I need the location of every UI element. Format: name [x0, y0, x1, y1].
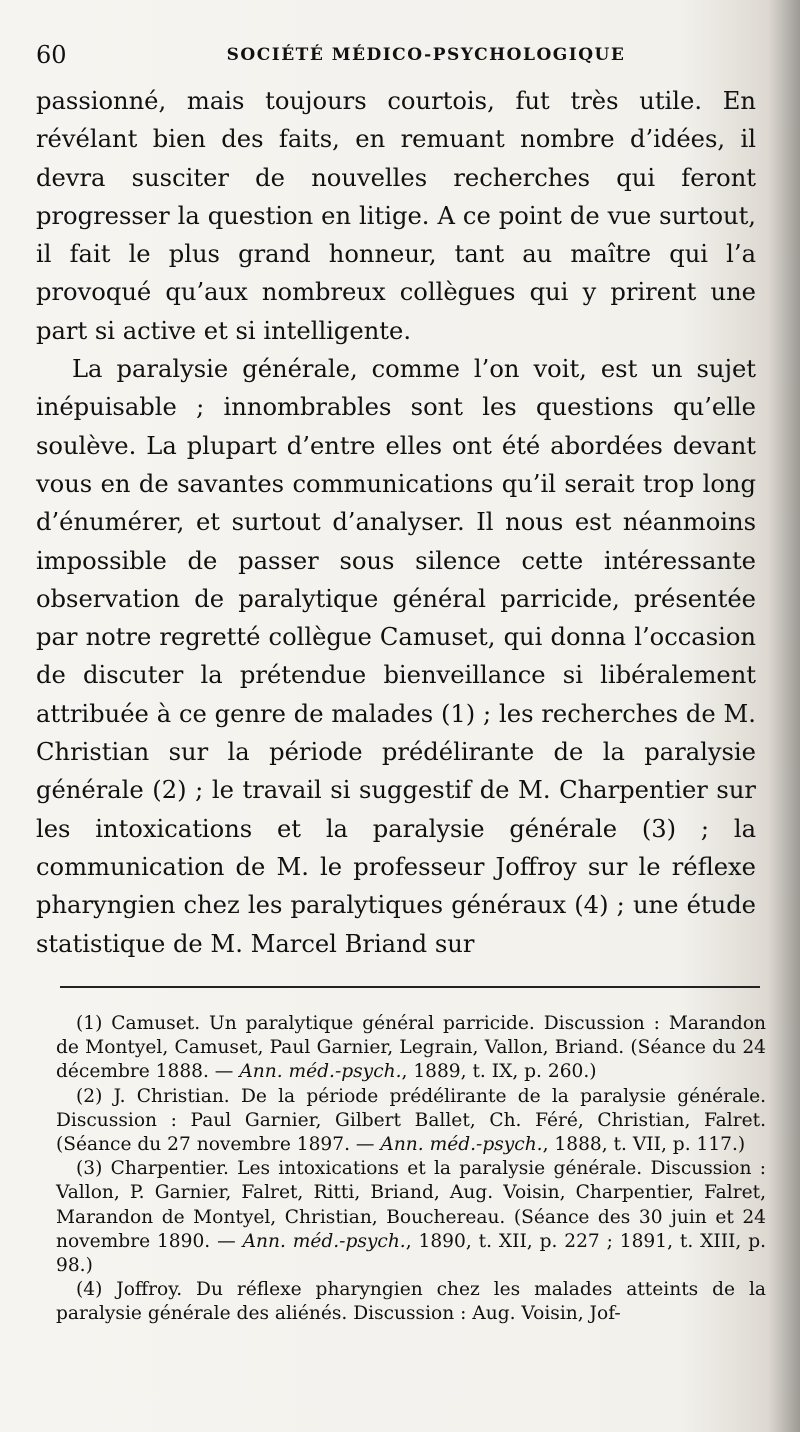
- paragraph-2: La paralysie générale, comme l’on voit, est un sujet inépuisable ; innombrables sont les questions qu’elle soulève. La plupart d’entre elles ont été abordées devant vous en de savantes communications qu’il serait trop long d’énumérer, et surtout d’analyser. Il nous est néanmoins impossible de passer sous silence cette intéressante observation de paralytique général parricide, présentée par notre regretté collègue Camuset, qui donna l’occasion de discuter la prétendue bienveillance si libéralement attribuée à ce genre de malades (1) ; les recherches de M. Christian sur la période prédélirante de la paralysie générale (2) ; le travail si suggestif de M. Charpentier sur les intoxications et la paralysie générale (3) ; la communication de M. le professeur Joffroy sur le réflexe pharyngien chez les paralytiques généraux (4) ; une étude statistique de M. Marcel Briand sur: [36, 355, 756, 958]
- page-header: [36, 38, 776, 72]
- page-number: 60: [36, 41, 67, 69]
- footnote-divider: [60, 986, 760, 988]
- footnotes: [56, 1012, 766, 1327]
- footnote-2: (2) J. Christian. De la période prédélirante de la paralysie générale. Discussion : Paul Garnier, Gilbert Ballet, Ch. Féré, Christian, Falret. (Séance du 27 novembre 1897. — Ann. méd.-psych., 1888, t. VII, p. 117.): [56, 1085, 766, 1156]
- paragraph-1: passionné, mais toujours courtois, fut très utile. En révélant bien des faits, en remuant nombre d’idées, il devra susciter de nouvelles recherches qui feront progresser la question en litige. A ce point de vue surtout, il fait le plus grand honneur, tant au maître qui l’a provoqué qu’aux nombreux collègues qui y prirent une part si active et si intelligente.: [36, 87, 756, 345]
- footnote-1: (1) Camuset. Un paralytique général parricide. Discussion : Marandon de Montyel, Camuset, Paul Garnier, Legrain, Vallon, Briand. (Séance du 24 décembre 1888. — Ann. méd.-psych., 1889, t. IX, p. 260.): [56, 1013, 766, 1083]
- running-title: SOCIÉTÉ MÉDICO-PSYCHOLOGIQUE: [226, 45, 626, 65]
- footnote-3: (3) Charpentier. Les intoxications et la paralysie générale. Discussion : Vallon, P. Garnier, Falret, Ritti, Briand, Aug. Voisin, Charpentier, Falret, Marandon de Montyel, Christian, Bouchereau. (Séance des 30 juin et 24 novembre 1890. — Ann. méd.-psych., 1890, t. XII, p. 227 ; 1891, t. XIII, p. 98.): [56, 1158, 767, 1277]
- footnote-4: (4) Joffroy. Du réflexe pharyngien chez les malades atteints de la paralysie générale des aliénés. Discussion : Aug. Voisin, Jof-: [56, 1279, 766, 1325]
- body-text: [36, 82, 756, 963]
